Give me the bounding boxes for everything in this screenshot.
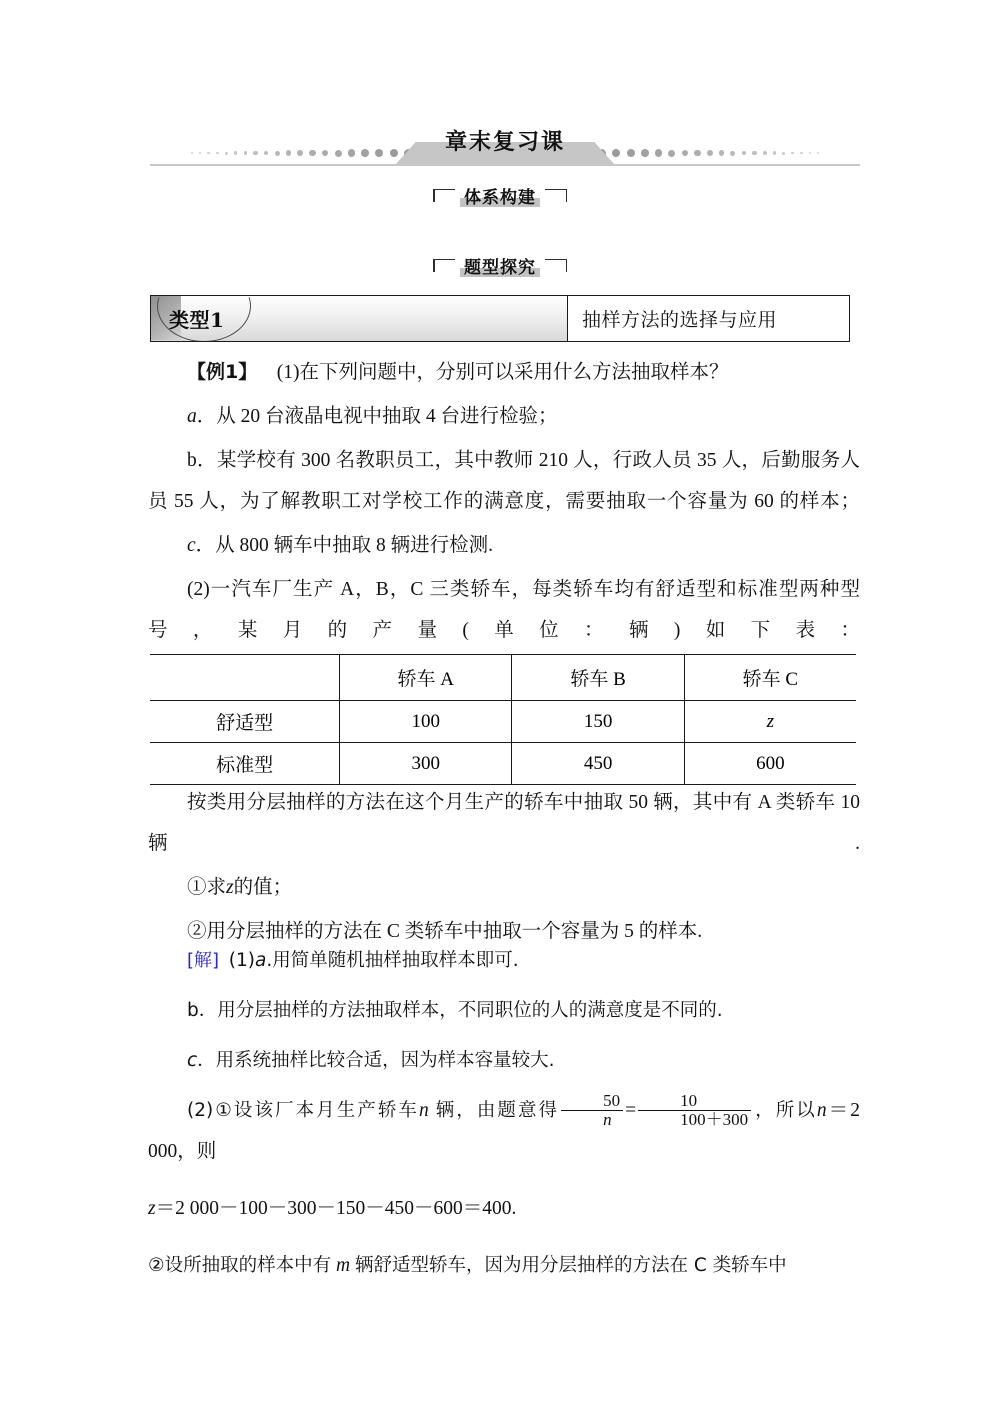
header-dots-left <box>188 146 417 160</box>
question-2-text: ②用分层抽样的方法在 C 类轿车中抽取一个容量为 5 的样本. <box>187 921 703 942</box>
decorative-dot-icon <box>809 152 811 154</box>
table-row <box>150 701 856 743</box>
equation-suffix-2: ＝2 000，则 <box>148 1100 860 1162</box>
decorative-dot-icon <box>335 150 342 157</box>
decorative-dot-icon <box>800 152 802 154</box>
example-tag: 【例1】 <box>187 361 258 383</box>
decorative-dot-icon <box>612 149 621 158</box>
table-row-header <box>150 655 856 701</box>
type-banner-right <box>568 296 849 341</box>
z-equation-text: ＝2 000－100－300－150－450－600＝400. <box>155 1198 517 1219</box>
equation-suffix-1: ，所以 <box>753 1100 817 1121</box>
decorative-dot-icon <box>225 152 228 155</box>
equation-variable-n: n <box>419 1100 429 1121</box>
solution-c-text: ．用系统抽样比较合适，因为样本容量较大. <box>197 1050 555 1071</box>
item-c-text: ．从 800 辆车中抽取 8 辆进行检测. <box>195 535 494 556</box>
solution-line-c <box>148 1040 860 1081</box>
decorative-dot-icon <box>763 151 767 155</box>
solution-b-text: ．用分层抽样的方法抽取样本，不同职位的人的满意度是不同的. <box>198 1000 723 1021</box>
item-a-label: a <box>187 406 197 427</box>
decorative-dot-icon <box>199 152 201 154</box>
table-header-car-c: 轿车 C <box>684 655 856 701</box>
page-title: 章末复习课 <box>444 130 566 155</box>
decorative-dot-icon <box>361 149 369 157</box>
decorative-dot-icon <box>322 150 329 157</box>
decorative-dot-icon <box>286 150 291 155</box>
example-line-1-text: (1)在下列问题中，分别可以采用什么方法抽取样本？ <box>276 362 729 383</box>
decorative-dot-icon <box>719 150 724 155</box>
solution-tag: [解] <box>187 950 220 971</box>
decorative-dot-icon <box>207 152 209 154</box>
decorative-dot-icon <box>216 152 219 155</box>
fraction-right-numerator: 10 <box>680 1090 698 1110</box>
decorative-dot-icon <box>253 151 257 155</box>
decorative-dot-icon <box>817 152 819 154</box>
decorative-dot-icon <box>275 151 280 156</box>
after-table-line-1 <box>148 782 860 864</box>
item-a <box>148 396 860 437</box>
decorative-dot-icon <box>309 150 315 156</box>
fraction-right-denominator: 100＋300 <box>638 1110 751 1129</box>
solution-line-2 <box>148 1245 860 1286</box>
section-label-problem-types <box>433 250 567 280</box>
decorative-dot-icon <box>234 151 237 154</box>
fraction-left <box>561 1092 623 1130</box>
z-equation-variable: z <box>148 1198 156 1219</box>
solution-line-2-prefix: ②设所抽取的样本中有 <box>148 1255 332 1276</box>
decorative-dot-icon <box>773 151 776 154</box>
decorative-dot-icon <box>375 149 383 157</box>
type-label: 类型1 <box>169 308 225 332</box>
solution-equation-line <box>148 1090 860 1172</box>
example-line-2-text: (2)一汽车厂生产 A，B，C 三类轿车，每类轿车均有舒适型和标准型两种型号，某月的产量(单位：辆)如下表： <box>148 579 860 641</box>
bracket-right-icon <box>545 259 567 272</box>
table-row-label-comfort: 舒适型 <box>150 701 340 743</box>
table-cell-comfort-b: 150 <box>512 701 684 743</box>
solution-line-1-prefix: (1) <box>228 950 256 971</box>
fraction-right <box>638 1092 751 1130</box>
bracket-left-icon <box>433 259 455 272</box>
question-1-prefix: ①求 <box>187 877 227 898</box>
solution-line-1-suffix: .用简单随机抽样抽取样本即可. <box>266 950 519 971</box>
decorative-dot-icon <box>682 150 689 157</box>
table-header-car-a: 轿车 A <box>340 655 512 701</box>
item-b-label: b <box>187 450 197 471</box>
solution-b-label: b <box>187 1000 199 1021</box>
decorative-dot-icon <box>694 150 700 156</box>
header-rule <box>150 164 860 166</box>
item-b <box>148 440 860 522</box>
table-cell-comfort-c: z <box>684 701 856 743</box>
decorative-dot-icon <box>641 149 649 157</box>
after-table-line-1-text: 按类用分层抽样的方法在这个月生产的轿车中抽取 50 辆，其中有 A 类轿车 10 辆. <box>148 792 860 854</box>
solution-line-2-suffix: 辆舒适型轿车，因为用分层抽样的方法在 C 类轿车中 <box>354 1255 787 1276</box>
decorative-dot-icon <box>742 151 747 156</box>
solution-block <box>148 940 860 1286</box>
type-title: 抽样方法的选择与应用 <box>582 309 778 331</box>
question-1-variable: z <box>226 877 234 898</box>
production-table <box>150 654 856 785</box>
item-c-label: c <box>187 535 196 556</box>
section-label-text: 题型探究 <box>464 257 536 278</box>
solution-line-1-variable: a <box>255 950 267 971</box>
bracket-left-icon <box>433 189 455 202</box>
decorative-dot-icon <box>348 149 355 156</box>
decorative-dot-icon <box>668 150 675 157</box>
solution-c-label: c <box>187 1050 198 1071</box>
solution-line-2-variable: m <box>335 1255 351 1276</box>
solution-line-1 <box>148 940 860 981</box>
type-banner <box>150 295 850 342</box>
decorative-dot-icon <box>264 151 269 156</box>
section-label-text: 体系构建 <box>464 187 536 208</box>
equation-mid: 辆，由题意得 <box>435 1100 560 1121</box>
table-cell-standard-a: 300 <box>340 743 512 785</box>
solution-line-b <box>148 990 860 1031</box>
table-row <box>150 743 856 785</box>
fraction-left-numerator: 50 <box>603 1090 621 1110</box>
decorative-dot-icon <box>297 150 303 156</box>
equation-prefix: (2)①设该厂本月生产轿车 <box>187 1100 419 1121</box>
decorative-dot-icon <box>752 151 756 155</box>
decorative-dot-icon <box>390 149 399 158</box>
table-cell-corner <box>150 655 340 701</box>
table-cell-standard-b: 450 <box>512 743 684 785</box>
question-1 <box>148 867 860 908</box>
table-cell-standard-c: 600 <box>684 743 856 785</box>
type-banner-left <box>151 296 568 341</box>
chapter-header <box>150 118 860 166</box>
z-equation <box>148 1188 860 1229</box>
item-b-text: ．某学校有 300 名教职员工，其中教师 210 人，行政人员 35 人，后勤服务人员 55 人，为了解教职工对学校工作的满意度，需要抽取一个容量为 60 的样本； <box>148 450 860 512</box>
problem-block <box>148 352 860 651</box>
equals-sign: = <box>625 1100 637 1121</box>
decorative-dot-icon <box>782 152 785 155</box>
section-label-structure <box>433 180 567 210</box>
table-cell-comfort-a: 100 <box>340 701 512 743</box>
bracket-right-icon <box>545 189 567 202</box>
after-table-block <box>148 782 860 952</box>
decorative-dot-icon <box>627 149 635 157</box>
table-row-label-standard: 标准型 <box>150 743 340 785</box>
item-c <box>148 525 860 566</box>
decorative-dot-icon <box>244 151 248 155</box>
equation-variable-n2: n <box>816 1100 827 1121</box>
question-1-suffix: 的值； <box>233 877 293 898</box>
example-line-1 <box>148 352 860 393</box>
item-a-text: ．从 20 台液晶电视中抽取 4 台进行检验； <box>196 406 558 427</box>
decorative-dot-icon <box>730 151 735 156</box>
example-line-2 <box>148 569 860 651</box>
decorative-dot-icon <box>655 149 662 156</box>
decorative-dot-icon <box>191 152 193 154</box>
header-dots-right <box>593 146 822 160</box>
decorative-dot-icon <box>707 150 713 156</box>
fraction-left-denominator: n <box>561 1110 623 1129</box>
decorative-dot-icon <box>791 152 794 155</box>
table-header-car-b: 轿车 B <box>512 655 684 701</box>
